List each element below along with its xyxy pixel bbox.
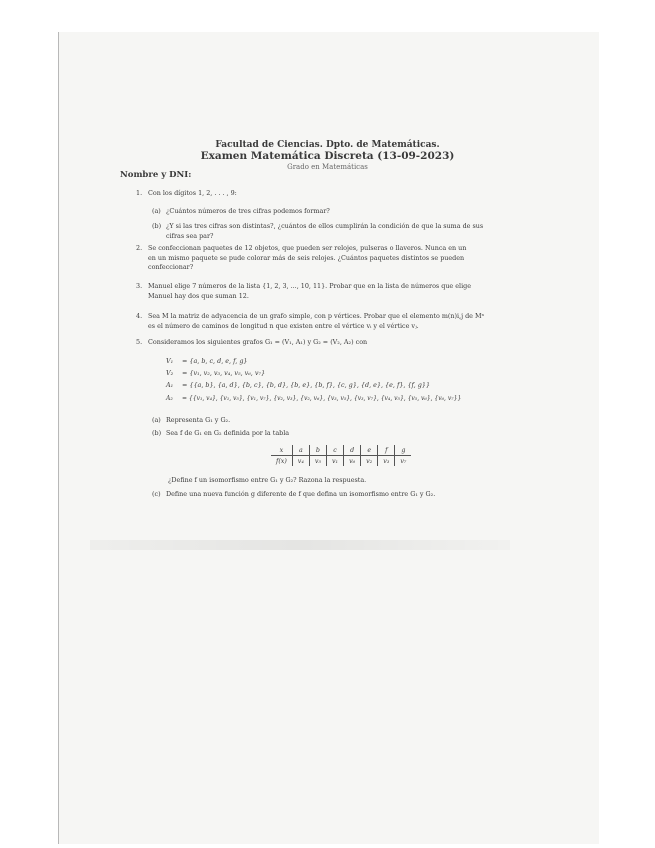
- question-1a-label: (a): [152, 207, 161, 215]
- exam-title: Examen Matemática Discreta (13-09-2023): [200, 150, 455, 162]
- question-1b-line-2: cifras sea par?: [166, 231, 214, 240]
- question-2-number: 2.: [136, 244, 143, 252]
- table-cell: v₆: [344, 456, 361, 467]
- table-cell: a: [292, 445, 309, 456]
- question-2-line-3: confeccionar?: [148, 263, 194, 272]
- question-2-line-2: en un mismo paquete se pude colorar más de seis relojes. ¿Cuántos paquetes distintos se pueden: [148, 253, 465, 262]
- question-5b-text: Sea f de G₁ en G₂ definida por la tabla: [166, 429, 290, 437]
- question-5b-question: ¿Define f un isomorfismo entre G₁ y G₂? Razona la respuesta.: [168, 476, 367, 484]
- set-a2-lhs: A₂: [166, 395, 173, 402]
- function-table: [271, 445, 411, 466]
- question-5a-label: (a): [152, 416, 161, 424]
- question-5a-text: Representa G₁ y G₂.: [166, 416, 231, 424]
- table-cell: v₇: [395, 456, 412, 467]
- question-3-line-2: Manuel hay dos que suman 12.: [148, 291, 249, 300]
- name-label: Nombre y DNI:: [120, 170, 192, 180]
- question-5b-label: (b): [152, 429, 162, 437]
- set-a1-rhs: = {{a, b}, {a, d}, {b, c}, {b, d}, {b, e}, {b, f}, {c, g}, {d, e}, {e, f}, {f, g}}: [182, 381, 430, 389]
- question-1a-text: ¿Cuántos números de tres cifras podemos formar?: [166, 207, 330, 215]
- table-cell: x: [271, 445, 292, 456]
- question-4-line-2: es el número de caminos de longitud n que existen entre el vértice vᵢ y el vértice vⱼ.: [148, 321, 419, 330]
- question-1b-line-1: ¿Y si las tres cifras son distintas?, ¿cuántos de ellos cumplirán la condición de que la suma de sus: [166, 222, 484, 230]
- question-3-number: 3.: [136, 282, 143, 290]
- question-5-text: Consideramos los siguientes grafos G₁ = (V₁, A₁) y G₂ = (V₂, A₂) con: [148, 338, 368, 346]
- question-1b-label: (b): [152, 222, 162, 230]
- question-5-number: 5.: [136, 338, 143, 346]
- scan-smudge: [90, 540, 510, 550]
- set-v1-rhs: = {a, b, c, d, e, f, g}: [182, 357, 248, 365]
- question-5c-text: Define una nueva función g diferente de f que defina un isomorfismo entre G₁ y G₂.: [166, 490, 436, 498]
- table-cell: v₄: [292, 456, 309, 467]
- question-1-number: 1.: [136, 189, 143, 197]
- table-cell: d: [344, 445, 361, 456]
- question-4-number: 4.: [136, 312, 143, 320]
- question-3-line-1: Manuel elige 7 números de la lista {1, 2, 3, ..., 10, 11}. Probar que en la lista de números que elige: [148, 282, 471, 290]
- question-1-text: Con los dígitos 1, 2, . . . , 9:: [148, 189, 237, 197]
- table-cell: v₃: [378, 456, 395, 467]
- table-cell: b: [309, 445, 326, 456]
- set-v2-rhs: = {v₁, v₂, v₃, v₄, v₅, v₆, v₇}: [182, 369, 266, 377]
- table-cell: g: [395, 445, 412, 456]
- question-4-line-1: Sea M la matriz de adyacencia de un grafo simple, con p vértices. Probar que el elemento m(n)i,j de Mⁿ: [148, 312, 485, 320]
- table-cell: v₁: [326, 456, 343, 467]
- degree-line: Grado en Matemáticas: [287, 163, 368, 171]
- set-v2-lhs: V₂: [166, 369, 174, 377]
- question-2-line-1: Se confeccionan paquetes de 12 objetos, que pueden ser relojes, pulseras o llaveros. Nunca en un: [148, 244, 467, 252]
- set-v1-lhs: V₁: [166, 357, 174, 365]
- question-5c-label: (c): [152, 490, 161, 498]
- table-row-image: [271, 456, 411, 467]
- table-row-domain: [271, 445, 411, 456]
- table-cell: f: [378, 445, 395, 456]
- set-a2-rhs: = {{v₁, v₄}, {v₁, v₅}, {v₁, v₇}, {v₂, v₃}, {v₂, v₆}, {v₃, v₅}, {v₃, v₇}, {v₄, v₅}, {v₅, v₆}, {v₆, v₇}}: [182, 395, 462, 402]
- faculty-line: Facultad de Ciencias. Dpto. de Matemáticas.: [215, 140, 440, 150]
- table-cell: v₅: [309, 456, 326, 467]
- table-cell: v₂: [361, 456, 378, 467]
- table-cell: c: [326, 445, 343, 456]
- table-cell: e: [361, 445, 378, 456]
- set-a1-lhs: A₁: [166, 381, 174, 389]
- table-cell: f(x): [276, 457, 287, 465]
